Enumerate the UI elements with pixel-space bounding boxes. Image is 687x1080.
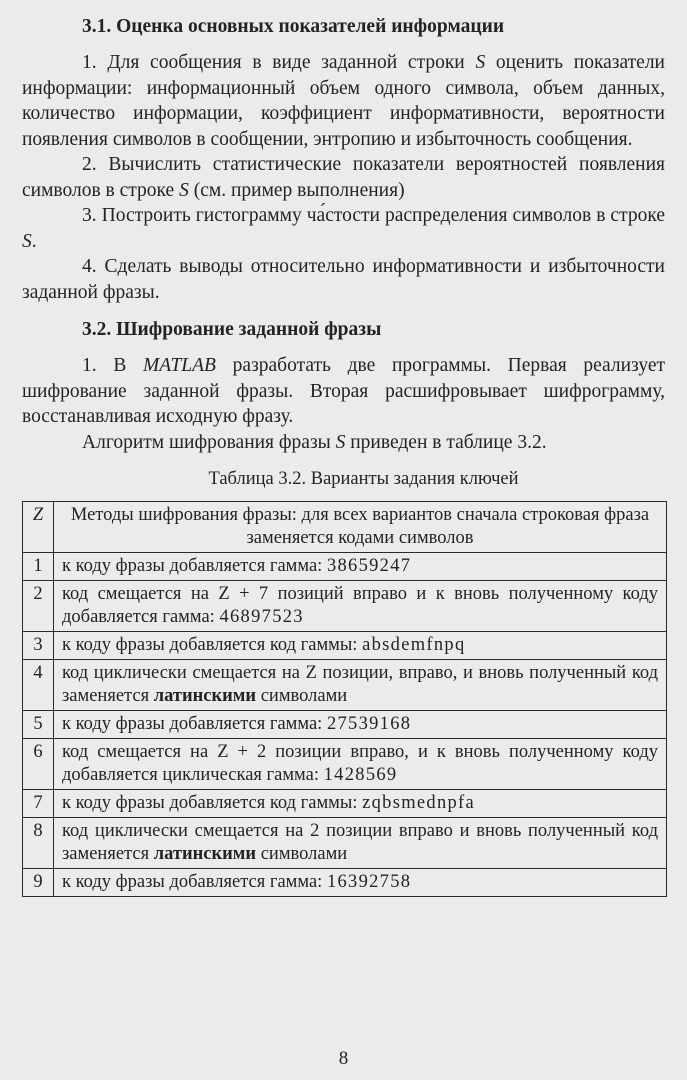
table-row bbox=[23, 739, 667, 790]
method-text: к коду фразы добавляется гамма: bbox=[62, 556, 327, 576]
matlab-term: MATLAB bbox=[143, 355, 216, 376]
method-description bbox=[54, 632, 667, 660]
paragraph-text: 3. Построить гистограмму ча́стости распределения символов в строке bbox=[82, 205, 665, 226]
gamma-code: zqbsmednpfa bbox=[362, 793, 476, 813]
section-title-3-2: 3.2. Шифрование заданной фразы bbox=[82, 319, 382, 340]
table-body bbox=[23, 553, 667, 897]
method-description bbox=[54, 869, 667, 897]
keys-table bbox=[22, 501, 667, 897]
variant-number: 2 bbox=[23, 581, 54, 632]
variant-number: 5 bbox=[23, 711, 54, 739]
header-z-label: Z bbox=[32, 505, 44, 525]
gamma-code: 27539168 bbox=[326, 714, 412, 734]
table-row bbox=[23, 790, 667, 818]
variable-s: S bbox=[335, 431, 346, 453]
method-text: символами bbox=[256, 844, 348, 864]
method-text: к коду фразы добавляется гамма: bbox=[62, 714, 327, 734]
paragraph-3 bbox=[22, 203, 665, 254]
method-description bbox=[54, 660, 667, 711]
method-description bbox=[54, 790, 667, 818]
gamma-code: 16392758 bbox=[326, 872, 412, 892]
variant-number: 6 bbox=[23, 739, 54, 790]
paragraph-text: оценить показатели информации: информационный объем одного символа, объем данных, количество информации, коэффициент информативности, вероятности появления символов в сообщении, энтропию и избыточность сообщения. bbox=[22, 52, 665, 150]
method-description bbox=[54, 818, 667, 869]
variable-s: S bbox=[475, 52, 486, 73]
method-text: символами bbox=[256, 686, 348, 706]
table-row bbox=[23, 869, 667, 897]
variant-number: 4 bbox=[23, 660, 54, 711]
paragraph-matlab bbox=[22, 353, 665, 430]
method-description bbox=[54, 553, 667, 581]
method-text: к коду фразы добавляется код гаммы: bbox=[62, 635, 363, 655]
gamma-code: 1428569 bbox=[323, 765, 398, 785]
paragraph-text: 2. Вычислить статистические показатели вероятностей появления символов в строке bbox=[22, 154, 665, 201]
method-description bbox=[54, 739, 667, 790]
gamma-code: 46897523 bbox=[219, 607, 304, 627]
section-title-3-1: 3.1. Оценка основных показателей информации bbox=[82, 16, 505, 37]
method-emphasis: латинскими bbox=[153, 686, 257, 706]
table-row bbox=[23, 660, 667, 711]
paragraph-2 bbox=[22, 152, 665, 203]
paragraph-text: 4. Сделать выводы относительно информативности и избыточности заданной фразы. bbox=[22, 256, 665, 303]
table-caption: Таблица 3.2. Варианты задания ключей bbox=[208, 469, 519, 489]
method-text: код смещается на Z + 2 позиции вправо, и к вновь полученному коду добавляется циклическая гамма: bbox=[62, 742, 658, 785]
variable-s: S bbox=[179, 179, 189, 201]
paragraph-text: разработать две программы. Первая реализует шифрование заданной фразы. Вторая расшифровывает шифрограмму, восстанавливая исходную фразу. bbox=[22, 355, 665, 427]
table-row bbox=[23, 553, 667, 581]
gamma-code: 38659247 bbox=[326, 556, 412, 576]
paragraph-text: (см. пример выполнения) bbox=[188, 179, 405, 201]
header-methods: Методы шифрования фразы: для всех вариантов сначала строковая фраза заменяется кодами символов bbox=[54, 502, 667, 553]
variable-s: S bbox=[22, 230, 32, 252]
method-description bbox=[54, 581, 667, 632]
variant-number: 1 bbox=[23, 553, 54, 581]
page-number: 8 bbox=[338, 1048, 349, 1069]
gamma-code: absdemfnpq bbox=[362, 635, 466, 655]
variant-number: 3 bbox=[23, 632, 54, 660]
table-row bbox=[23, 581, 667, 632]
paragraph-algorithm bbox=[22, 430, 665, 456]
paragraph-text: . bbox=[31, 230, 37, 252]
paragraph-text: 1. Для сообщения в виде заданной строки bbox=[82, 52, 476, 73]
table-header-row bbox=[23, 502, 667, 553]
table-row bbox=[23, 818, 667, 869]
paragraph-text: приведен в таблице 3.2. bbox=[345, 431, 547, 453]
paragraph-4 bbox=[22, 254, 665, 305]
table-row bbox=[23, 711, 667, 739]
paragraph-1 bbox=[22, 50, 665, 152]
method-text: код циклически смещается на Z позиции, вправо, и вновь полученный код заменяется bbox=[62, 663, 658, 706]
method-text: к коду фразы добавляется гамма: bbox=[62, 872, 327, 892]
paragraph-text: Алгоритм шифрования фразы bbox=[82, 431, 336, 453]
method-text: код циклически смещается на 2 позиции вправо и вновь полученный код заменяется bbox=[62, 821, 658, 864]
paragraph-text: 1. В bbox=[82, 355, 144, 376]
header-z bbox=[23, 502, 54, 553]
table-row bbox=[23, 632, 667, 660]
method-text: код смещается на Z + 7 позиций вправо и к вновь полученному коду добавляется гамма: bbox=[62, 584, 658, 627]
method-emphasis: латинскими bbox=[153, 844, 257, 864]
variant-number: 9 bbox=[23, 869, 54, 897]
variant-number: 7 bbox=[23, 790, 54, 818]
method-text: к коду фразы добавляется код гаммы: bbox=[62, 793, 363, 813]
variant-number: 8 bbox=[23, 818, 54, 869]
method-description bbox=[54, 711, 667, 739]
